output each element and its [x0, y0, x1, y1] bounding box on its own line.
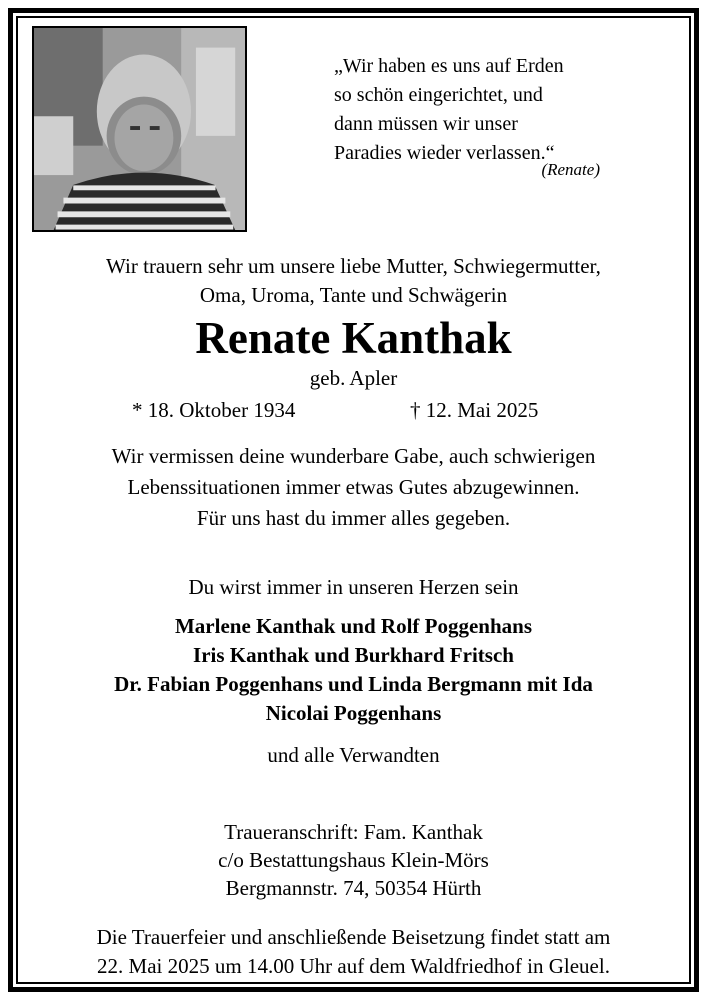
- mourner-line: Dr. Fabian Poggenhans und Linda Bergmann mit Ida: [114, 672, 593, 696]
- mourner-line: Iris Kanthak und Burkhard Fritsch: [193, 643, 514, 667]
- tribute-line: Lebenssituationen immer etwas Gutes abzugewinnen.: [127, 475, 580, 499]
- quote-line: „Wir haben es uns auf Erden: [334, 55, 564, 77]
- quote: [334, 52, 634, 168]
- relatives-line: und alle Verwandten: [267, 743, 440, 767]
- portrait-photo: [32, 26, 247, 232]
- intro-line: Oma, Uroma, Tante und Schwägerin: [199, 283, 508, 307]
- deceased-name: Renate Kanthak: [195, 313, 512, 363]
- quote-line: Paradies wieder verlassen.“: [334, 142, 555, 164]
- mourners-list: [20, 612, 687, 728]
- intro-text: [20, 252, 687, 310]
- birth-name: geb. Apler: [309, 366, 398, 390]
- intro-line: Wir trauern sehr um unsere liebe Mutter, Schwiegermutter,: [106, 254, 601, 278]
- address-line: Traueranschrift: Fam. Kanthak: [224, 820, 483, 844]
- funeral-notice: [20, 923, 687, 981]
- heart-line: Du wirst immer in unseren Herzen sein: [188, 575, 519, 599]
- quote-line: so schön eingerichtet, und: [334, 84, 543, 106]
- address-line: c/o Bestattungshaus Klein-Mörs: [218, 848, 489, 872]
- mourner-line: Nicolai Poggenhans: [265, 701, 442, 725]
- mourner-line: Marlene Kanthak und Rolf Poggenhans: [174, 614, 533, 638]
- tribute-line: Für uns hast du immer alles gegeben.: [196, 506, 511, 530]
- birth-date: * 18. Oktober 1934: [132, 398, 296, 422]
- mourning-address: [20, 818, 687, 902]
- tribute-text: [20, 441, 687, 534]
- funeral-line: Die Trauerfeier und anschließende Beisetzung findet statt am: [96, 925, 611, 949]
- tribute-line: Wir vermissen deine wunderbare Gabe, auch schwierigen: [111, 444, 596, 468]
- funeral-line: 22. Mai 2025 um 14.00 Uhr auf dem Waldfriedhof in Gleuel.: [97, 954, 610, 978]
- quote-line: dann müssen wir unser: [334, 113, 518, 135]
- address-line: Bergmannstr. 74, 50354 Hürth: [225, 876, 482, 900]
- quote-author: (Renate): [541, 160, 600, 179]
- death-date: † 12. Mai 2025: [410, 398, 539, 422]
